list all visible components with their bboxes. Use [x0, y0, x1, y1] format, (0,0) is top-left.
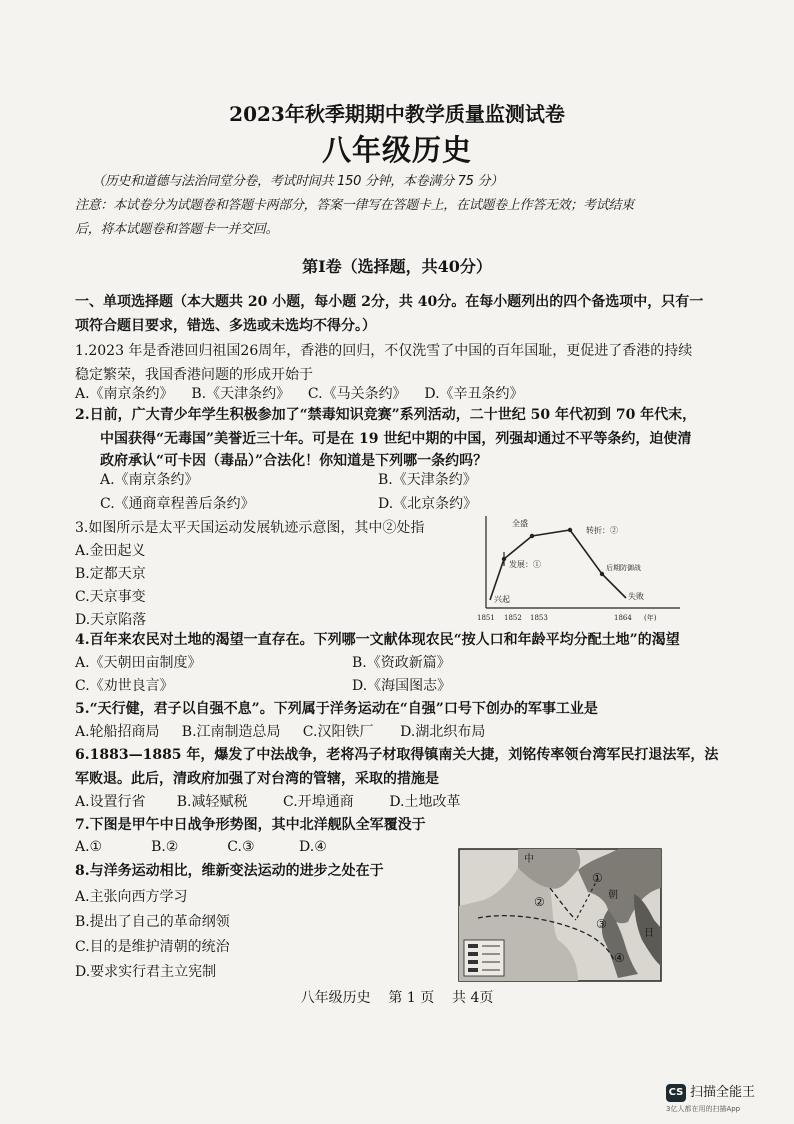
q4-stem-line-1: 4.百年来农民对土地的渴望一直存在。下列哪一文献体现农民“按人口和年龄平均分配土地”的渴望 — [75, 632, 680, 648]
notice-line-2: 后，将本试题卷和答题卡一并交回。 — [75, 222, 279, 237]
q6-options: A.设置行省 B.减轻赋税 C.开埠通商 D.土地改革 — [75, 794, 461, 810]
map-label-china: 中 — [524, 854, 534, 865]
cs-logo-icon: CS — [666, 1084, 686, 1102]
q8-option-a: A.主张向西方学习 — [75, 889, 188, 905]
section-title: 第I卷（选择题，共40分） — [302, 257, 492, 276]
map-marker-2: ② — [534, 895, 545, 909]
watermark-name: 扫描全能王 — [690, 1085, 756, 1100]
q1-stem-line-1: 1.2023 年是香港回归祖国26周年，香港的回归，不仅洗雪了中国的百年国耻，更促进了香港的持续 — [75, 343, 693, 359]
q3-option-d: D.天京陷落 — [75, 612, 147, 628]
scanner-watermark — [666, 1082, 776, 1118]
q3-option-b: B.定都天京 — [75, 566, 146, 582]
page-footer: 八年级历史 第 1 页 共 4页 — [300, 990, 494, 1006]
q6-stem-line-2: 军败退。此后，清政府加强了对台湾的管辖，采取的措施是 — [75, 771, 439, 787]
q2-stem-line-2: 中国获得“无毒国”美誉近三十年。可是在 19 世纪中期的中国，列强却通过不平等条约，迫使清 — [100, 431, 692, 447]
q2-stem-line-3: 政府承认“可卡因（毒品）”合法化！你知道是下列哪一条约吗？ — [100, 453, 488, 469]
q7-options: A.① B.② C.③ D.④ — [75, 839, 327, 855]
exam-title: 2023年秋季期期中教学质量监测试卷 — [229, 102, 565, 126]
watermark-subtitle: 3亿人都在用的扫描App — [666, 1105, 741, 1113]
tick-1852: 1852 — [504, 614, 522, 622]
label-develop: 发展：① — [509, 560, 541, 569]
q1-options: A.《南京条约》 B.《天津条约》 C.《马关条约》 D.《辛丑条约》 — [75, 386, 524, 402]
label-defense: 后期防御战 — [606, 564, 641, 572]
map-marker-3: ③ — [596, 917, 607, 931]
q8-stem-line-1: 8.与洋务运动相比，维新变法运动的进步之处在于 — [75, 863, 384, 879]
q2-option-d: D.《北京条约》 — [378, 496, 478, 512]
q2-stem-line-1: 2.日前，广大青少年学生积极参加了“禁毒知识竞赛”系列活动，二十世纪 50 年代初到 70 年代末， — [75, 407, 697, 423]
tick-1864: 1864 — [614, 614, 632, 622]
q5-stem-line-1: 5.“天行健，君子以自强不息”。下列属于洋务运动在“自强”口号下创办的军事工业是 — [75, 701, 598, 717]
taiping-trajectory-figure — [468, 512, 698, 624]
label-fail: 失败 — [628, 592, 644, 601]
sino-japanese-war-map — [458, 848, 662, 982]
q3-stem-line-1: 3.如图所示是太平天国运动发展轨迹示意图，其中②处指 — [75, 520, 425, 536]
label-turn: 转折：② — [586, 526, 618, 535]
map-marker-4: ④ — [614, 951, 625, 965]
q4-option-c: C.《劝世良言》 — [75, 678, 174, 694]
notice-line-1: 注意：本试卷分为试题卷和答题卡两部分，答案一律写在答题卡上，在试题卷上作答无效；考试结束 — [75, 198, 634, 213]
q2-option-a: A.《南京条约》 — [100, 472, 199, 488]
q7-stem-line-1: 7.下图是甲午中日战争形势图，其中北洋舰队全军覆没于 — [75, 817, 426, 833]
label-rise: 兴起 — [494, 595, 510, 604]
map-label-korea: 朝 — [608, 890, 618, 901]
q8-option-c: C.目的是维护清朝的统治 — [75, 939, 230, 955]
map-label-japan: 日 — [644, 928, 654, 939]
q1-stem-line-2: 稳定繁荣，我国香港问题的形成开始于 — [75, 367, 313, 383]
subject-title: 八年级历史 — [321, 133, 472, 167]
q8-option-d: D.要求实行君主立宪制 — [75, 964, 217, 980]
tick-1853: 1853 — [530, 614, 548, 622]
label-peak: 全盛 — [512, 519, 528, 528]
exam-info: （历史和道德与法治同堂分卷，考试时间共 150 分钟，本卷满分 75 分） — [92, 174, 503, 189]
tick-1851: 1851 — [477, 614, 495, 622]
q4-option-a: A.《天朝田亩制度》 — [75, 655, 202, 671]
q3-option-a: A.金田起义 — [75, 543, 146, 559]
q2-option-b: B.《天津条约》 — [378, 472, 477, 488]
q4-option-d: D.《海国图志》 — [352, 678, 452, 694]
q2-option-c: C.《通商章程善后条约》 — [100, 496, 255, 512]
section-instruction-1: 一、单项选择题（本大题共 20 小题，每小题 2分，共 40分。在每小题列出的四个备选项中，只有一 — [75, 294, 704, 310]
section-instruction-2: 项符合题目要求，错选、多选或未选均不得分。） — [75, 318, 376, 334]
q4-option-b: B.《资政新篇》 — [352, 655, 451, 671]
axis-unit: (年) — [644, 614, 657, 622]
map-marker-1: ① — [592, 871, 603, 885]
q5-options: A.轮船招商局 B.江南制造总局 C.汉阳铁厂 D.湖北织布局 — [75, 724, 486, 740]
q3-option-c: C.天京事变 — [75, 589, 146, 605]
q8-option-b: B.提出了自己的革命纲领 — [75, 914, 230, 930]
q6-stem-line-1: 6.1883—1885 年，爆发了中法战争，老将冯子材取得镇南关大捷，刘铭传率领台湾军民打退法军，法 — [75, 747, 719, 763]
